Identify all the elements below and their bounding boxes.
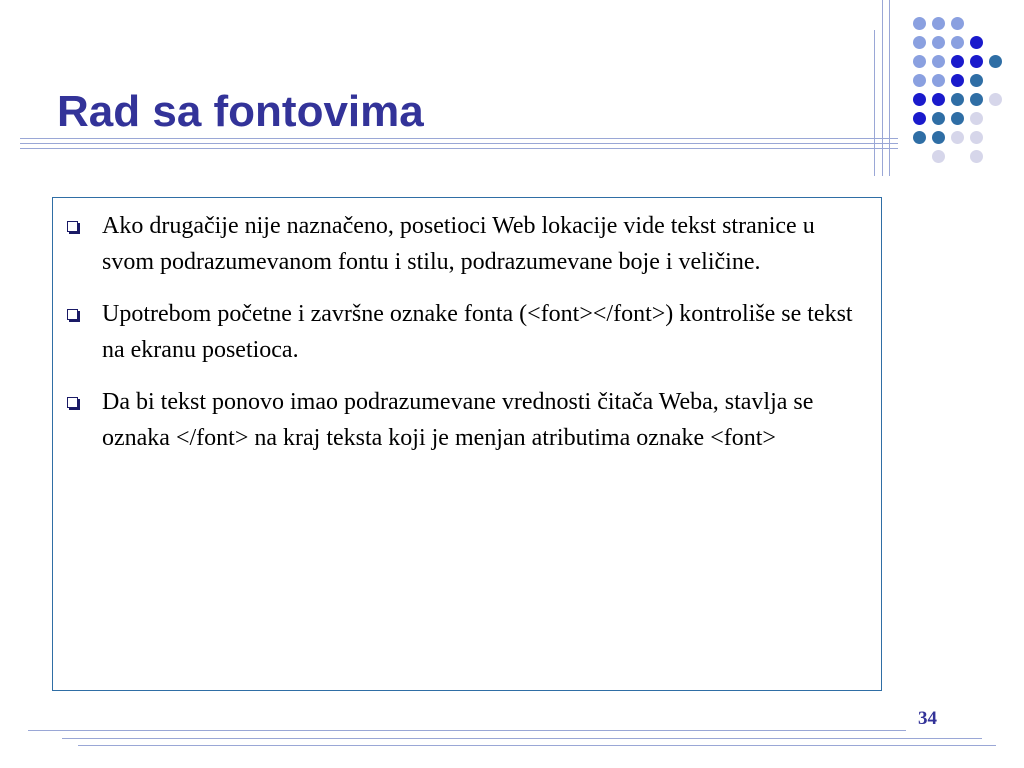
- bullet-text: Upotrebom početne i završne oznake fonta (<font></font>) kontroliše se tekst na ekranu posetioca.: [102, 301, 853, 363]
- decor-dot: [989, 93, 1002, 106]
- decor-dot: [913, 55, 926, 68]
- bullet-text: Da bi tekst ponovo imao podrazumevane vrednosti čitača Weba, stavlja se oznaka </font> na kraj teksta koji je menjan atributima oznake <font>: [102, 389, 814, 451]
- decor-dot: [932, 131, 945, 144]
- bullet-item: [53, 208, 873, 280]
- content-box: [52, 197, 882, 691]
- decor-dot: [913, 131, 926, 144]
- decor-dot: [913, 112, 926, 125]
- decor-dot: [970, 74, 983, 87]
- title-rule-3: [20, 148, 898, 149]
- decor-dot: [951, 36, 964, 49]
- decor-dot: [970, 131, 983, 144]
- decor-dot: [951, 93, 964, 106]
- decor-dot: [989, 55, 1002, 68]
- decor-dot: [951, 112, 964, 125]
- decor-dot: [951, 17, 964, 30]
- decor-dot: [932, 55, 945, 68]
- slide-title: Rad sa fontovima: [57, 87, 424, 136]
- decor-dot: [951, 131, 964, 144]
- decor-vline-3: [889, 0, 890, 176]
- page-number: 34: [918, 708, 937, 729]
- decor-dot: [913, 17, 926, 30]
- bullet-text: Ako drugačije nije naznačeno, posetioci Web lokacije vide tekst stranice u svom podrazumevanom fontu i stilu, podrazumevane boje i veličine.: [102, 213, 815, 275]
- decor-dot: [913, 36, 926, 49]
- decor-dot: [932, 150, 945, 163]
- decor-vline-1: [874, 30, 875, 176]
- bullet-item: [53, 384, 873, 456]
- decor-vline-2: [882, 0, 883, 176]
- decor-dot: [913, 93, 926, 106]
- decor-dot: [970, 112, 983, 125]
- hollow-square-bullet-icon: [67, 221, 78, 232]
- footer-rule-1: [28, 730, 906, 731]
- title-rule-2: [20, 143, 898, 144]
- bullet-item: [53, 296, 873, 368]
- decor-dot: [932, 112, 945, 125]
- decor-dot: [951, 74, 964, 87]
- decor-dot: [970, 55, 983, 68]
- decor-dot: [970, 36, 983, 49]
- decor-dot: [913, 74, 926, 87]
- decor-dot: [970, 93, 983, 106]
- bullet-list: [53, 208, 873, 472]
- hollow-square-bullet-icon: [67, 309, 78, 320]
- footer-rule-2: [62, 738, 982, 739]
- title-rule-1: [20, 138, 898, 139]
- footer-rule-3: [78, 745, 996, 746]
- decor-dot: [932, 74, 945, 87]
- decor-dot: [932, 36, 945, 49]
- decor-dot: [932, 17, 945, 30]
- hollow-square-bullet-icon: [67, 397, 78, 408]
- decor-dot: [970, 150, 983, 163]
- decor-dot: [951, 55, 964, 68]
- decor-dot: [932, 93, 945, 106]
